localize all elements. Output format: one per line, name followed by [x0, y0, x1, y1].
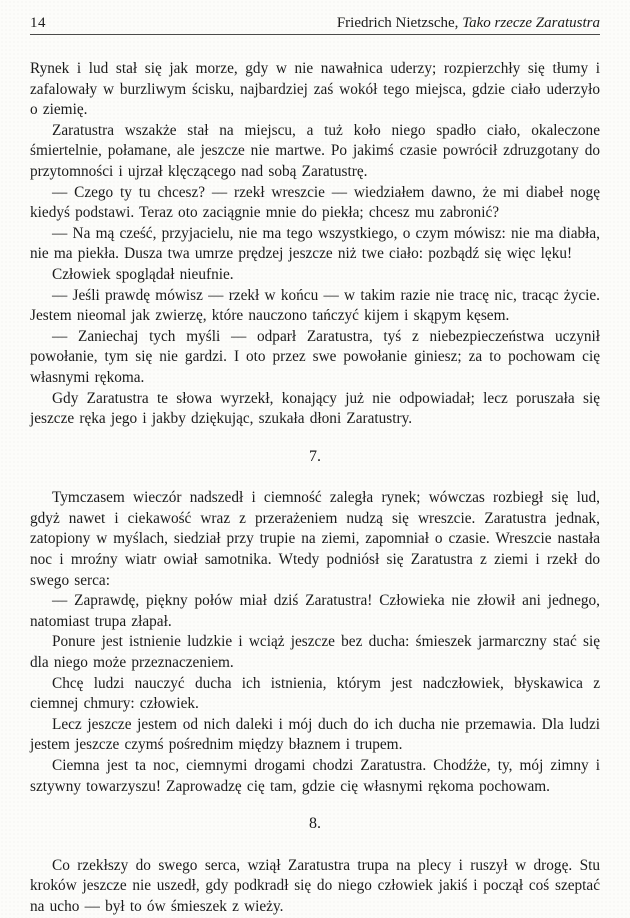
- paragraph: Tymczasem wieczór nadszedł i ciemność zaległa rynek; wówczas rozbiegł się lud, gdyż nawet i ciekawość wraz z przerażeniem nudzą się wreszcie. Zaratustra jednak, zatopiony w myślach, siedział przy trupie na ziemi, zapomniał o czasie. Wreszcie nastała noc i mroźny wiatr owiał samotnika. Wtedy podniósł się Zaratustra z ziemi i rzekł do swego serca:: [30, 489, 600, 589]
- running-head: [337, 15, 600, 31]
- section-heading: 8.: [309, 815, 321, 833]
- paragraph: — Czego ty tu chcesz? — rzekł wreszcie — wiedziałem dawno, że mi diabeł nogę kiedyś podstawi. Teraz oto zaciągnie mnie do piekła; chcesz mu zabronić?: [30, 183, 600, 222]
- paragraph: Ciemna jest ta noc, ciemnymi drogami chodzi Zaratustra. Chodźże, ty, mój zimny i sztywny towarzyszu! Zaprowadzę cię tam, gdzie cię własnymi rękoma pochowam.: [30, 757, 600, 795]
- paragraph: Co rzekłszy do swego serca, wziął Zaratustra trupa na plecy i ruszył w drogę. Stu kroków jeszcze nie uszedł, gdy podkradł się do niego człowiek jakiś i począł coś szeptać na ucho — był to ów śmieszek z wieży.: [30, 856, 600, 915]
- paragraph: — Jeśli prawdę mówisz — rzekł w końcu — w takim razie nie tracę nic, tracąc życie. Jestem nieomal jak zwierzę, które nauczono tańczyć kijem i skąpym kęsem.: [30, 286, 600, 325]
- running-head-book-title: Tako rzecze Zaratustra: [462, 15, 600, 31]
- paragraph: Ponure jest istnienie ludzkie i wciąż jeszcze bez ducha: śmieszek jarmarczny stać się dla niego może przeznaczeniem.: [30, 633, 600, 672]
- paragraph: Rynek i lud stał się jak morze, gdy w nie nawałnica uderzy; rozpierzchły się tłumy i zafalowały w burzliwym ścisku, najbardziej zaś wokół tego miejsca, gdzie ciało uderzyło o ziemię.: [30, 60, 600, 119]
- paragraph: — Zaprawdę, piękny połów miał dziś Zaratustra! Człowieka nie złowił ani jednego, natomiast trupa złapał.: [30, 592, 600, 630]
- running-head-author: Friedrich Nietzsche,: [336, 15, 463, 31]
- page-body: [30, 59, 600, 918]
- paragraph: — Na mą cześć, przyjacielu, nie ma tego wszystkiego, o czym mówisz: nie ma diabła, nie ma piekła. Dusza twa umrze prędzej jeszcze niż twe ciało: pozbądź się więc lęku!: [30, 224, 600, 263]
- paragraph: Chcę ludzi nauczyć ducha ich istnienia, którym jest nadczłowiek, błyskawica z ciemnej chmury: człowiek.: [30, 674, 600, 713]
- paragraph: Człowiek spoglądał nieufnie.: [52, 265, 234, 283]
- paragraph: — Zaniechaj tych myśli — odparł Zaratustra, tyś z niebezpieczeństwa uczynił powołanie, tym się nie gardzi. I oto przez swe powołanie giniesz; za to pochowam cię własnymi rękoma.: [30, 327, 600, 386]
- page-number: 14: [30, 15, 46, 31]
- paragraph: Lecz jeszcze jestem od nich daleki i mój duch do ich ducha nie przemawia. Dla ludzi jestem jeszcze czymś pośrednim między błaznem i trupem.: [30, 715, 600, 754]
- section-heading: 7.: [309, 447, 321, 465]
- paragraph: Gdy Zaratustra te słowa wyrzekł, konający już nie odpowiadał; lecz poruszała się jeszcze ręka jego i jakby dziękując, szukała dłoni Zaratustry.: [30, 389, 600, 428]
- page-header: [30, 0, 600, 35]
- paragraph: Zaratustra wszakże stał na miejscu, a tuż koło niego spadło ciało, okaleczone śmiertelnie, połamane, ale jeszcze nie martwe. Po jakimś czasie powrócił zdruzgotany do przytomności i ujrzał klęczącego nad sobą Zaratustrę.: [30, 121, 600, 180]
